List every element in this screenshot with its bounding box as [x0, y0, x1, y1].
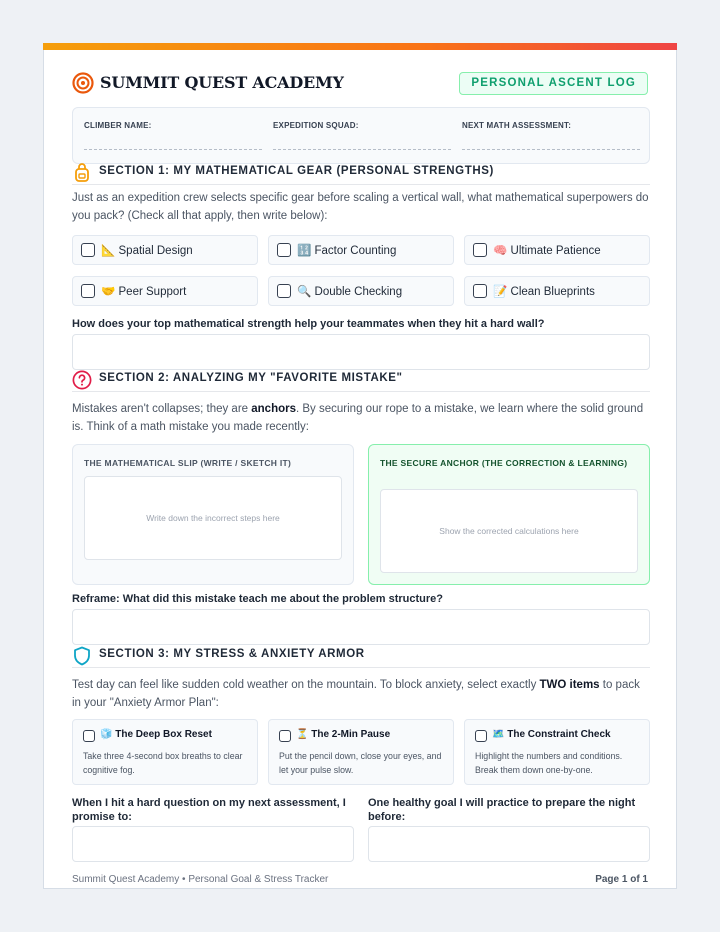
expedition-squad-label: EXPEDITION SQUAD:: [273, 121, 359, 130]
strength-question: How does your top mathematical strength help your teammates when they hit a hard wall?: [72, 318, 545, 330]
strength-option-label: 📐 Spatial Design: [101, 245, 193, 257]
checkbox[interactable]: [81, 284, 95, 298]
checkbox[interactable]: [277, 284, 291, 298]
footer: [72, 874, 648, 885]
armor-option-desc: Highlight the numbers and conditions. Break them down one-by-one.: [475, 751, 623, 775]
section3-header: [72, 646, 650, 668]
strength-option-label: 🧠 Ultimate Patience: [493, 245, 601, 257]
next-assessment-field[interactable]: [462, 121, 640, 150]
armor-option[interactable]: [72, 719, 258, 785]
brand-title: SUMMIT QUEST ACADEMY: [100, 73, 344, 92]
section1-intro: Just as an expedition crew selects specific gear before scaling a vertical wall, what mathematical superpowers do you pack? (Check all that apply, then write below):: [72, 192, 649, 222]
strength-option[interactable]: [72, 235, 258, 265]
secure-anchor-panel: [368, 444, 650, 585]
checkbox[interactable]: [473, 243, 487, 257]
anchor-title: THE SECURE ANCHOR (THE CORRECTION & LEARNING): [380, 458, 628, 468]
armor-option[interactable]: [464, 719, 650, 785]
climber-name-label: CLIMBER NAME:: [84, 121, 152, 130]
strength-option-label: 🔢 Factor Counting: [297, 245, 397, 257]
accent-bar: [43, 43, 677, 50]
strength-option-label: 🔍 Double Checking: [297, 286, 403, 298]
reframe-question: Reframe: What did this mistake teach me about the problem structure?: [72, 593, 444, 605]
checkbox[interactable]: [475, 730, 487, 742]
strength-option[interactable]: [464, 235, 650, 265]
strength-option-label: 📝 Clean Blueprints: [493, 286, 595, 298]
armor-option-title: 🧊 The Deep Box Reset: [100, 729, 212, 740]
strength-option[interactable]: [464, 276, 650, 306]
armor-option-title: ⏳ The 2-Min Pause: [296, 729, 391, 740]
section3-intro: Test day can feel like sudden cold weather on the mountain. To block anxiety, select exactly TWO items to pack in your "Anxiety Armor Plan":: [72, 679, 640, 709]
section1-title: SECTION 1: MY MATHEMATICAL GEAR (PERSONAL STRENGTHS): [99, 165, 494, 177]
armor-option-desc: Take three 4-second box breaths to clear cognitive fog.: [83, 751, 243, 775]
page-number: Page 1 of 1: [595, 874, 648, 885]
strength-answer-field[interactable]: [72, 334, 650, 370]
climber-name-field[interactable]: [84, 121, 262, 150]
strength-option-label: 🤝 Peer Support: [101, 286, 187, 298]
section3-title: SECTION 3: MY STRESS & ANXIETY ARMOR: [99, 648, 365, 660]
next-assessment-label: NEXT MATH ASSESSMENT:: [462, 121, 572, 130]
checkbox[interactable]: [279, 730, 291, 742]
expedition-squad-field[interactable]: [273, 121, 451, 150]
slip-writing-area[interactable]: Write down the incorrect steps here: [84, 476, 342, 560]
checkbox[interactable]: [277, 243, 291, 257]
armor-option[interactable]: [268, 719, 454, 785]
armor-option-title: 🗺️ The Constraint Check: [492, 729, 611, 740]
reframe-answer-field[interactable]: [72, 609, 650, 645]
checkbox[interactable]: [83, 730, 95, 742]
worksheet-page: [43, 43, 677, 889]
anchor-writing-area[interactable]: Show the corrected calculations here: [380, 489, 638, 573]
checkbox[interactable]: [81, 243, 95, 257]
expedition-squad-line[interactable]: [273, 149, 451, 150]
strength-option[interactable]: [268, 235, 454, 265]
footer-text: Summit Quest Academy • Personal Goal & Stress Tracker: [72, 874, 329, 885]
strength-option[interactable]: [72, 276, 258, 306]
promise-question: When I hit a hard question on my next assessment, I promise to:: [72, 797, 346, 823]
student-info-box: [72, 107, 650, 164]
armor-option-desc: Put the pencil down, close your eyes, and let your pulse slow.: [279, 751, 442, 775]
target-icon: [72, 72, 94, 94]
checkbox[interactable]: [473, 284, 487, 298]
goal-question: One healthy goal I will practice to prepare the night before:: [368, 797, 636, 823]
question-circle-icon: [72, 370, 92, 390]
section2-header: [72, 370, 650, 392]
section2-intro: Mistakes aren't collapses; they are anchors. By securing our rope to a mistake, we learn where the solid ground is. Think of a math mistake you made recently:: [72, 403, 644, 433]
promise-answer-field[interactable]: [72, 826, 354, 862]
log-badge: PERSONAL ASCENT LOG: [459, 72, 648, 95]
shield-icon: [72, 646, 92, 666]
section1-header: [72, 163, 650, 185]
backpack-icon: [72, 163, 92, 183]
goal-answer-field[interactable]: [368, 826, 650, 862]
next-assessment-line[interactable]: [462, 149, 640, 150]
mistake-slip-panel: [72, 444, 354, 585]
slip-title: THE MATHEMATICAL SLIP (WRITE / SKETCH IT): [84, 458, 292, 468]
strength-option[interactable]: [268, 276, 454, 306]
section2-title: SECTION 2: ANALYZING MY "FAVORITE MISTAKE": [99, 372, 403, 384]
climber-name-line[interactable]: [84, 149, 262, 150]
